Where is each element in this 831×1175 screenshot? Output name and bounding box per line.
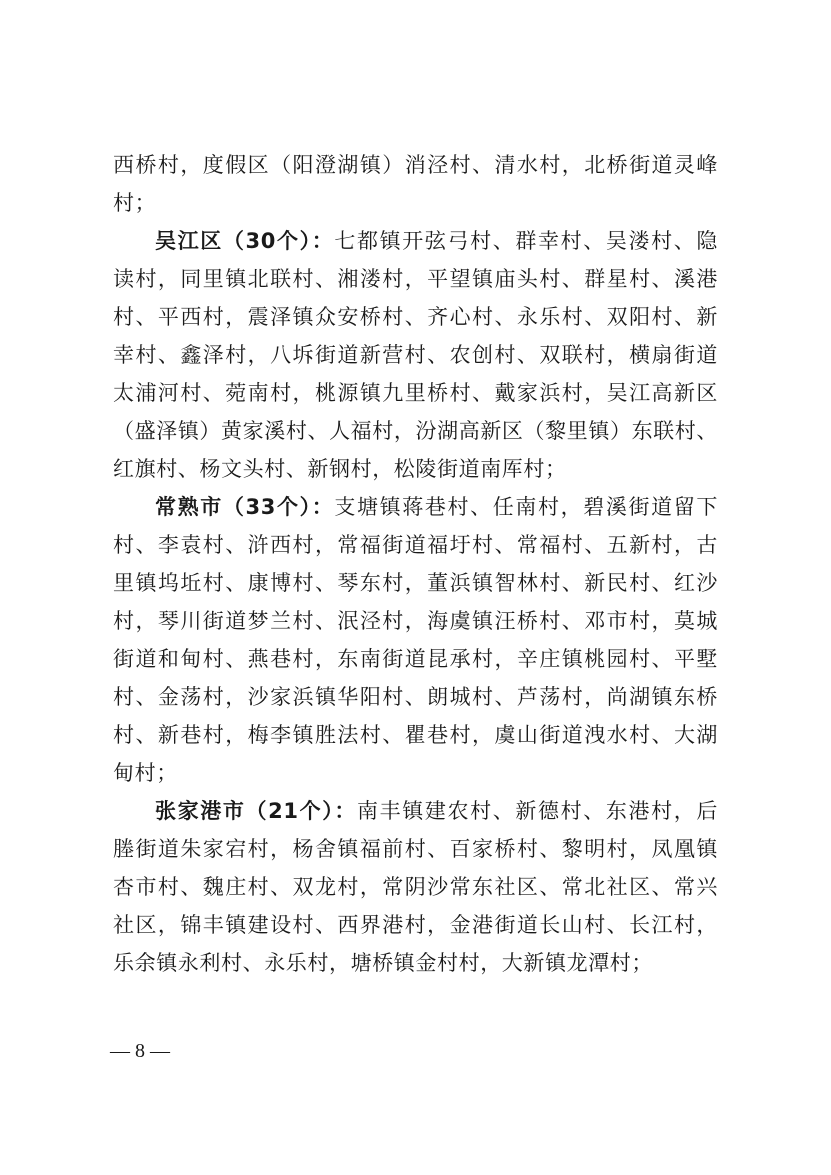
text-line	[113, 792, 718, 830]
text-line: 村，琴川街道梦兰村、泯泾村，海虞镇汪桥村、邓市村，莫城	[113, 609, 718, 633]
text-line: 村；	[113, 191, 157, 215]
section-zhangjiagang	[113, 792, 718, 982]
section-heading: 吴江区（30个）：	[155, 229, 335, 253]
text-line: 太浦河村、菀南村，桃源镇九里桥村、戴家浜村，吴江高新区	[113, 381, 718, 405]
section-changshu	[113, 488, 718, 792]
section-heading: 常熟市（33个）：	[155, 495, 335, 519]
section-wujiang	[113, 222, 718, 488]
text-line: 西桥村，度假区（阳澄湖镇）消泾村、清水村，北桥街道灵峰	[113, 153, 718, 177]
text-segment: 南丰镇建农村、新德村、东港村，后	[356, 799, 718, 823]
text-segment: 支塘镇蒋巷村、任南村，碧溪街道留下	[334, 495, 719, 519]
document-body	[113, 146, 718, 982]
text-line: 村、金荡村，沙家浜镇华阳村、朗城村、芦荡村，尚湖镇东桥	[113, 685, 718, 709]
text-line: 里镇坞坵村、康博村、琴东村，董浜镇智林村、新民村、红沙	[113, 571, 718, 595]
text-segment: 七都镇开弦弓村、群幸村、吴溇村、隐	[334, 229, 719, 253]
text-line: （盛泽镇）黄家溪村、人福村，汾湖高新区（黎里镇）东联村、	[113, 419, 718, 443]
text-line	[113, 222, 718, 260]
text-line: 乐余镇永利村、永乐村，塘桥镇金村村，大新镇龙潭村；	[113, 951, 653, 975]
continuation-paragraph	[113, 146, 718, 222]
text-line: 杏市村、魏庄村、双龙村，常阴沙常东社区、常北社区、常兴	[113, 875, 718, 899]
text-line: 读村，同里镇北联村、湘溇村，平望镇庙头村、群星村、溪港	[113, 267, 718, 291]
text-line: 村、李袁村、浒西村，常福街道福圩村、常福村、五新村，古	[113, 533, 718, 557]
page-number: — 8 —	[110, 1040, 170, 1062]
text-line: 幸村、鑫泽村，八坼街道新营村、农创村、双联村，横扇街道	[113, 343, 718, 367]
text-line: 塍街道朱家宕村，杨舍镇福前村、百家桥村、黎明村，凤凰镇	[113, 837, 718, 861]
text-line: 社区，锦丰镇建设村、西界港村，金港街道长山村、长江村，	[113, 913, 718, 937]
section-heading: 张家港市（21个）：	[155, 799, 357, 823]
text-line: 甸村；	[113, 761, 178, 785]
text-line	[113, 488, 718, 526]
text-line: 红旗村、杨文头村、新钢村，松陵街道南厍村；	[113, 457, 567, 481]
text-line: 村、新巷村，梅李镇胜法村、瞿巷村，虞山街道洩水村、大湖	[113, 723, 718, 747]
text-line: 村、平西村，震泽镇众安桥村、齐心村、永乐村、双阳村、新	[113, 305, 718, 329]
text-line: 街道和甸村、燕巷村，东南街道昆承村，辛庄镇桃园村、平墅	[113, 647, 718, 671]
